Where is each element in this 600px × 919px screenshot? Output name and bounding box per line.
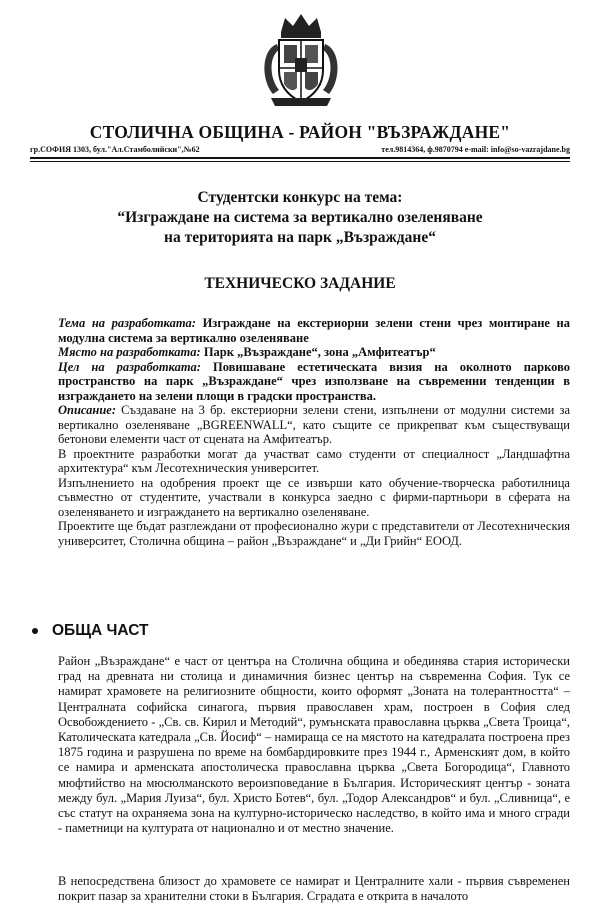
address-text: гр.СОФИЯ 1303, бул."Ал.Стамболийски",№62: [30, 145, 200, 154]
header-divider-thin: [30, 161, 570, 162]
sofia-coat-of-arms-icon: [255, 10, 347, 108]
assignment-details: [58, 316, 570, 548]
place-text: Парк „Възраждане“, зона „Амфитеатър“: [203, 345, 436, 359]
section-paragraph-1: Район „Възраждане“ е част от центъра на Столична община и обединява стария исторически град на древната ни столица и динамичния бизнес център на съвременна София. Тук се намират храмовете на религиозните общности, които оформят „Зоната на толерантността“ – Централната софийска синагога, първия православен храм, построен в София след Освобождението - „Св. св. Кирил и Методий“, румънската православна църква „Света Троица“, Католическата катедрала „Св. Йосиф“ – намираща се на мястото на катедралата построена през 1875 година и разрушена по време на бомбардировките през 1944 г., Арменският дом, в който се намира и арменската апостолическа православна църква „Света Богородица“, Главното мюфтийство на мюсюлманското вероизповедание в България. Историческият център - зоната между бул. „Мария Луиза“, бул. Христо Ботев“, бул. „Тодор Александров“ и бул. „Сливница“, е със статут на охраняема зона на културно-историческо наследство, в който има и много сгради - паметници на културата от национално и от местно значение.: [58, 654, 570, 836]
contest-line-1: Студентски конкурс на тема:: [197, 189, 403, 206]
contact-row: [30, 145, 570, 154]
goal-item: [58, 360, 570, 404]
contest-title: [0, 188, 600, 248]
participants-paragraph: В проектните разработки могат да участват само студенти от специалност „Ландшафтна архитектура“ към Лесотехническия университет.: [58, 446, 570, 475]
organization-title: СТОЛИЧНА ОБЩИНА - РАЙОН "ВЪЗРАЖДАНЕ": [89, 122, 511, 142]
execution-paragraph: Изпълнението на одобрения проект ще се извърши като обучение-творческа работилница съвместно от студентите, участвали в конкурса заедно с фирми-партньори в сферата на озеленяването и изграждането на вертикално озеленяване.: [58, 475, 570, 519]
section-title: ОБЩА ЧАСТ: [52, 622, 149, 639]
section-heading: [32, 622, 148, 640]
goal-label: Цел на разработката:: [58, 359, 201, 374]
contest-line-3: на територията на парк „Възраждане“: [164, 229, 436, 246]
section-paragraph-2: В непосредствена близост до храмовете се намират и Централните хали - първия съвременен покрит пазар за хранителни стоки в България. Сградата е открита в началото: [58, 874, 570, 904]
place-label: Място на разработката:: [58, 345, 201, 359]
technical-assignment-heading: ТЕХНИЧЕСКО ЗАДАНИЕ: [204, 275, 396, 292]
description-item: [58, 403, 570, 447]
header-divider: [30, 157, 570, 159]
topic-label: Тема на разработката:: [58, 316, 196, 330]
place-item: [58, 345, 570, 360]
contacts-text: тел.9814364, ф.9870794 e-mail: info@so-vazrajdane.bg: [381, 145, 570, 154]
bullet-icon: [32, 628, 38, 634]
jury-paragraph: Проектите ще бъдат разглеждани от професионално жури с представители от Лесотехническия университет, Столична община – район „Възраждане“ и „Ди Грийн“ ЕООД.: [58, 519, 570, 548]
goal-text: Повишаване естетическата визия на околното парково пространство на парк „Възраждане“ чрез използване на съвременни тенденции в изграждането на зелени площи в градски пространства.: [58, 359, 570, 403]
description-text: Създаване на 3 бр. екстериорни зелени стени, изпълнени от модулни системи за вертикално озеленяване „BGREENWALL“, като същите се прикрепват към съществуващи бетонови елементи част от сцената на Амфитеатър.: [58, 403, 570, 446]
topic-item: [58, 316, 570, 345]
topic-text: Изграждане на екстериорни зелени стени чрез монтиране на модулна система за вертикално озеленяване: [58, 316, 570, 345]
description-label: Описание:: [58, 403, 117, 417]
contest-line-2: “Изграждане на система за вертикално озеленяване: [117, 209, 483, 226]
